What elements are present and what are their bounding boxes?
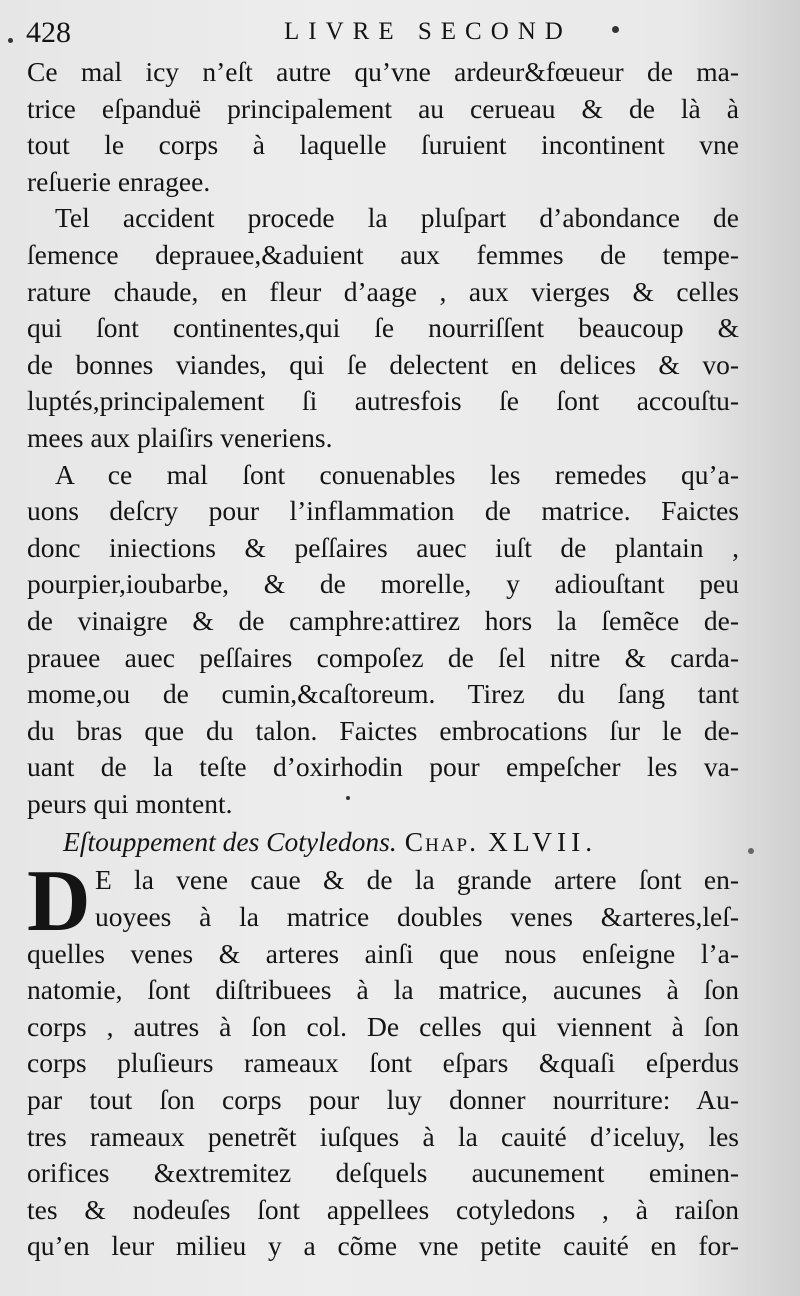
text-line: qu’en leur milieu y a cõme vne petite cauité en for- [27, 1230, 739, 1262]
text-line: mome,ou de cumin,&caſtoreum. Tirez du ſang tant [27, 678, 739, 710]
text-line: uant de la teſte d’oxirhodin pour empeſcher les va- [27, 751, 739, 783]
text-line: tout le corps à laquelle ſuruient incontinent vne [27, 129, 739, 161]
text-line: pourpier,ioubarbe, & de morelle, y adiouſtant peu [27, 568, 739, 600]
text-line: ſemence deprauee,&aduient aux femmes de tempe- [27, 238, 739, 270]
text-line: reſuerie enragee. [27, 165, 211, 197]
chapter-heading [27, 822, 739, 862]
text-line: du bras que du talon. Faictes embrocations ſur le de- [27, 714, 739, 746]
text-line: uoyees à la matrice doubles venes &arteres,leſ- [95, 901, 739, 933]
running-head: LIVRE SECOND [284, 18, 572, 45]
body-text [27, 54, 739, 1265]
chapter-label: Chap. [404, 826, 478, 858]
chapter-title: Eſtouppement des Cotyledons. [63, 826, 397, 858]
paragraph [27, 200, 739, 456]
page-header [26, 16, 766, 56]
drop-cap: D [27, 853, 91, 951]
text-line: prauee auec peſſaires compoſez de ſel nitre & carda- [27, 641, 739, 673]
chapter-paragraph [27, 853, 739, 1265]
text-line: mees aux plaiſirs veneriens. [27, 421, 333, 453]
text-line: rature chaude, en fleur d’aage , aux vierges & celles [27, 275, 739, 307]
paragraph [27, 54, 739, 200]
text-line: natomie, ſont diſtribuees à la matrice, aucunes à ſon [27, 974, 739, 1006]
text-line: de bonnes viandes, qui ſe delectent en delices & vo- [27, 348, 739, 380]
text-line: de vinaigre & de camphre:attirez hors la ſemẽce de- [27, 604, 739, 636]
text-line: orifices &extremitez deſquels aucunement eminen- [27, 1157, 739, 1189]
chapter-number: XLVII. [488, 826, 598, 858]
text-line: Ce mal icy n’eſt autre qu’vne ardeur&fœueur de ma- [27, 56, 739, 87]
text-line: corps , autres à ſon col. De celles qui viennent à ſon [27, 1010, 739, 1042]
text-line: qui ſont continentes,qui ſe nourriſſent beaucoup & [27, 312, 739, 344]
text-line: trice eſpanduë principalement au cerueau & de là à [27, 92, 739, 124]
text-line: uons deſcry pour l’inflammation de matrice. Faictes [27, 495, 739, 527]
text-line: par tout ſon corps pour luy donner nourriture: Au- [27, 1084, 739, 1116]
page-number: 428 [26, 16, 71, 49]
text-line: tres rameaux penetrẽt iuſques à la cauité d’iceluy, les [27, 1120, 739, 1152]
ink-speck [748, 848, 754, 854]
text-line: donc iniections & peſſaires auec iuſt de plantain , [27, 531, 739, 563]
text-line: luptés,principalement ſi autresfois ſe ſont accouſtu- [27, 385, 739, 417]
text-line: corps pluſieurs rameaux ſont eſpars &quaſi eſperdus [27, 1047, 739, 1079]
ink-speck [8, 38, 13, 43]
text-line: A ce mal ſont conuenables les remedes qu’a- [55, 458, 739, 490]
text-line: quelles venes & arteres ainſi que nous enſeigne l’a- [27, 937, 739, 969]
text-line: tes & nodeuſes ſont appellees cotyledons , à raiſon [27, 1193, 739, 1225]
text-line: peurs qui montent. [27, 787, 233, 819]
text-line: E la vene caue & de la grande artere ſont en- [95, 864, 739, 896]
paragraph [27, 457, 739, 823]
text-line: Tel accident procede la pluſpart d’abondance de [55, 202, 739, 234]
